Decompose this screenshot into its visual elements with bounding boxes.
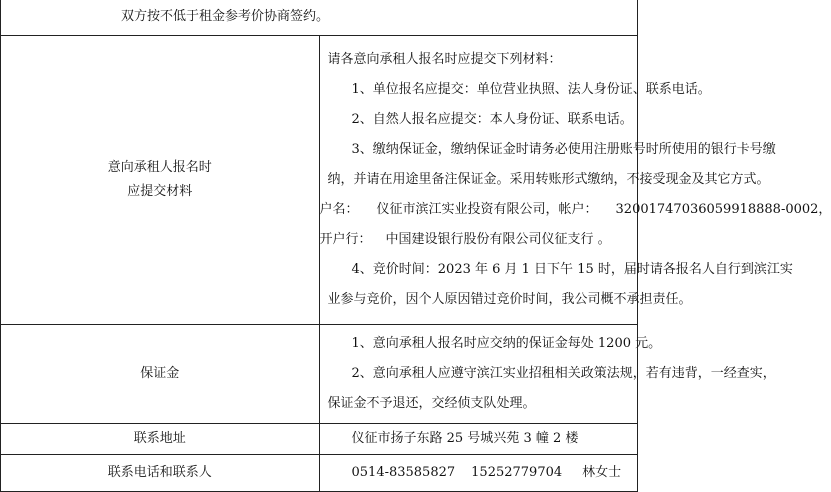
contact-phone-2: 15252779704 [471, 465, 563, 480]
deposit-item-2b: 保证金不予退还，交经侦支队处理。 [327, 396, 536, 411]
contact-line [328, 458, 634, 488]
table-row [1, 0, 638, 36]
top-text: 双方按不低于租金参考价协商签约。 [121, 9, 330, 24]
bank-name: 中国建设银行股份有限公司仪征支行 。 [385, 232, 611, 247]
bank-line [320, 225, 634, 255]
contact-phone-1: 0514-83585827 [351, 465, 456, 480]
address-label: 联系地址 [1, 424, 320, 455]
table-row [1, 36, 638, 325]
materials-item-3b: 纳，并请在用途里备注保证金。采用转账形式缴纳，不接受现金及其它方式。 [327, 172, 770, 187]
materials-item-4b: 业参与竞价，因个人原因错过竞价时间，我公司概不承担责任。 [327, 292, 692, 307]
address-content [319, 424, 638, 455]
materials-item-4a: 4、竞价时间：2023 年 6 月 1 日下午 15 时，届时请各报名人自行到滨江实 [351, 262, 793, 277]
materials-label-line2: 应提交材料 [127, 184, 193, 199]
materials-content [319, 36, 831, 325]
table-row [1, 424, 638, 455]
account-name-label: 户名： [319, 202, 359, 217]
materials-label [1, 36, 320, 325]
contact-label: 联系电话和联系人 [1, 455, 320, 492]
account-name: 仪征市滨江实业投资有限公司，帐户： [376, 202, 598, 217]
table-row [1, 325, 638, 424]
contact-person: 林女士 [582, 465, 622, 480]
deposit-item-2a: 2、意向承租人应遵守滨江实业招租相关政策法规，若有违背，一经查实， [351, 366, 776, 381]
table-row [1, 455, 638, 492]
account-name-line [319, 195, 831, 225]
materials-item-2: 2、自然人报名应提交：本人身份证、联系电话。 [351, 112, 633, 127]
deposit-label: 保证金 [1, 325, 320, 424]
address-value: 仪征市扬子东路 25 号城兴苑 3 幢 2 楼 [351, 431, 579, 446]
materials-item-3a: 3、缴纳保证金，缴纳保证金时请务必使用注册账号时所使用的银行卡号缴 [351, 142, 776, 157]
bank-label: 开户行： [319, 232, 372, 247]
contact-content [319, 455, 638, 492]
top-cell [1, 0, 638, 36]
deposit-content [319, 325, 776, 424]
materials-item-1: 1、单位报名应提交：单位营业执照、法人身份证、联系电话。 [351, 82, 711, 97]
materials-label-line1: 意向承租人报名时 [107, 160, 212, 175]
account-number: 32001747036059918888-0002， [615, 202, 831, 217]
materials-intro: 请各意向承租人报名时应提交下列材料： [327, 52, 562, 67]
deposit-item-1: 1、意向承租人报名时应交纳的保证金每处 1200 元。 [351, 336, 662, 351]
